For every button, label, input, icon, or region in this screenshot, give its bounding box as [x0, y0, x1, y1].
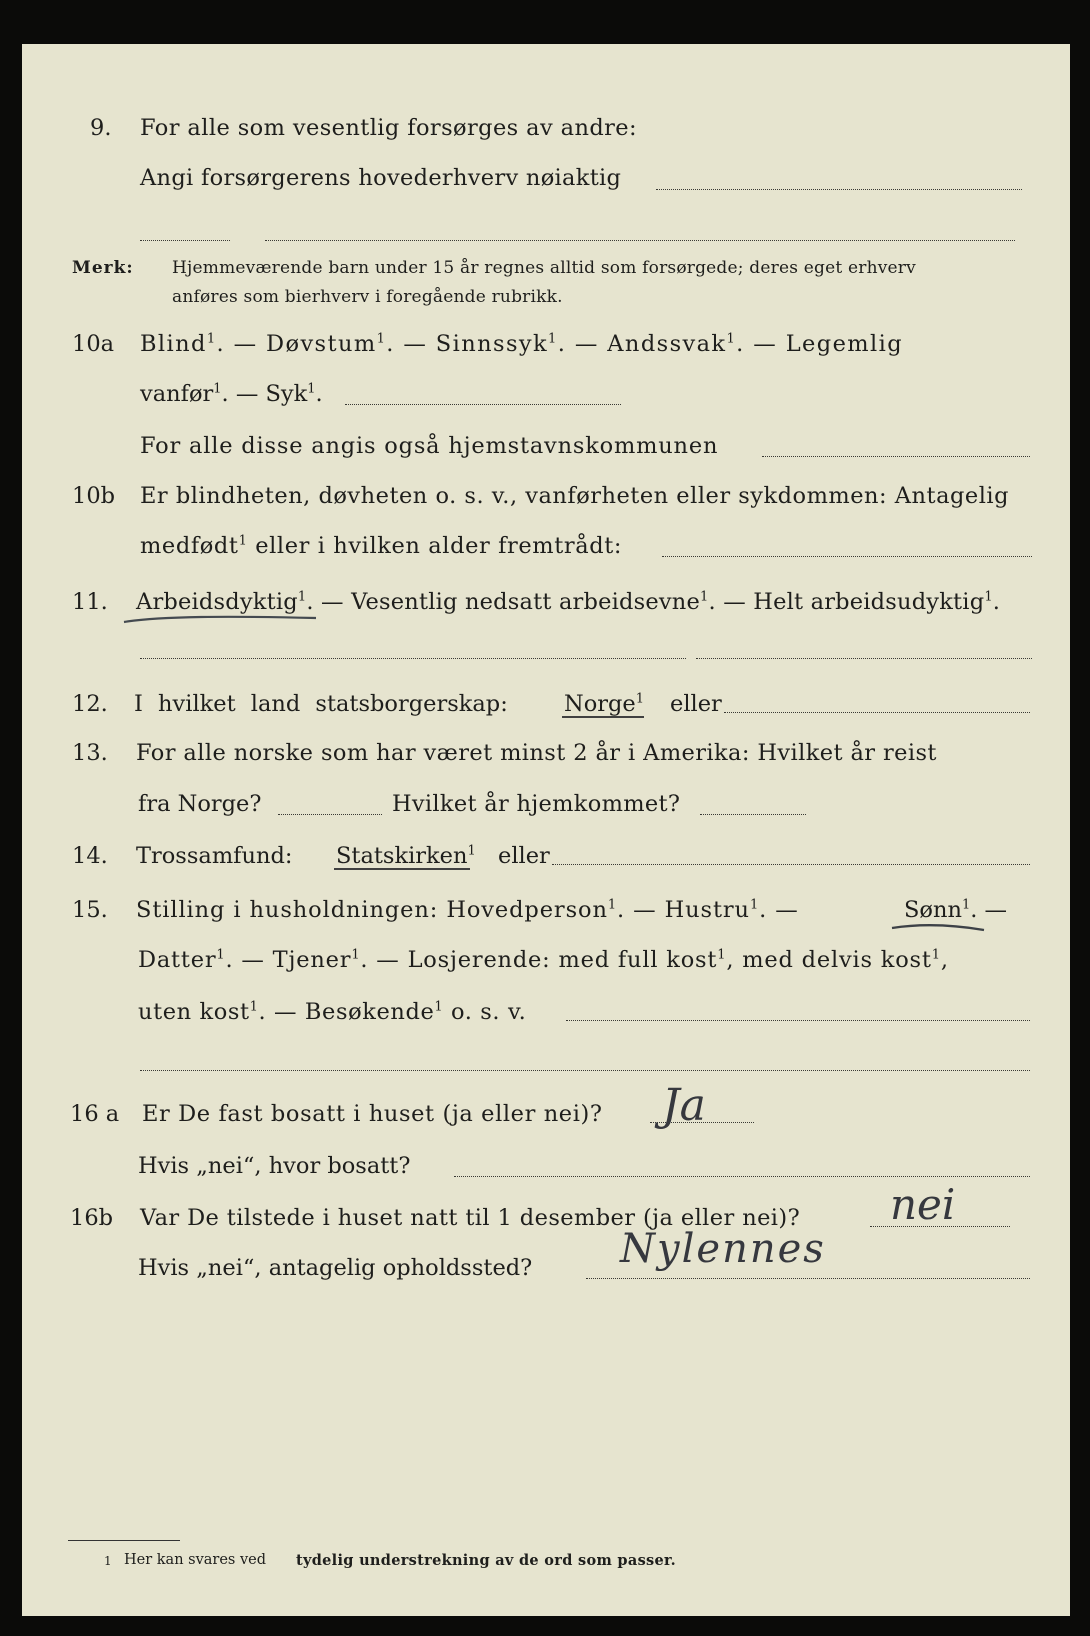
q15-line3	[0, 994, 1090, 1030]
q11-p0: Arbeidsdyktig	[136, 589, 298, 615]
q15-l2p4: . — Losjerende: med full kost	[360, 947, 718, 973]
q13-hjemkommet-field[interactable]	[700, 814, 806, 815]
q12-line	[0, 686, 1090, 722]
q15-p0: Stilling i husholdningen: Hovedperson	[136, 897, 608, 923]
q9-text: For alle som vesentlig forsørges av andre:	[140, 115, 637, 141]
q11-p6: .	[992, 589, 1001, 615]
q16b-handwritten-answer: nei	[890, 1180, 956, 1229]
q10a-line2-text	[140, 376, 323, 412]
q10b-line1	[0, 478, 1090, 514]
q11-s1: 1	[297, 589, 307, 605]
q11-number: 11.	[72, 589, 108, 615]
q12-text: I hvilket land statsborgerskap:	[134, 691, 508, 717]
q10b-l2s1: 1	[238, 533, 248, 549]
q15-l2s1: 1	[216, 947, 226, 963]
q10a-s5: 1	[548, 331, 558, 347]
q15-sonn-after: . —	[970, 897, 1008, 923]
q15-l2p0: Datter	[138, 947, 217, 973]
q9-line2	[0, 160, 1090, 196]
q10a-line1	[0, 326, 1090, 362]
q9-number: 9.	[90, 115, 112, 141]
q10a-p8: . — Legemlig	[736, 331, 904, 357]
q15-sonn-sup: 1	[961, 897, 971, 913]
q13-reist-field[interactable]	[278, 814, 382, 815]
q15-field[interactable]	[566, 1020, 1030, 1021]
q16a-text: Er De fast bosatt i huset (ja eller nei)?	[142, 1101, 603, 1127]
q16b-text: Var De tilstede i huset natt til 1 desember (ja eller nei)?	[140, 1205, 801, 1231]
footnote-text-b: tydelig understrekning av de ord som passer.	[296, 1552, 676, 1569]
q16b-handwritten-opholdssted: Nylennes	[620, 1226, 826, 1272]
q14-sup: 1	[467, 843, 476, 859]
q9-line1	[0, 110, 1090, 146]
q10a-hjemstavn-prompt: For alle disse angis også hjemstavnskommunen	[140, 433, 719, 459]
q16b-opholdssted-field[interactable]	[586, 1278, 1030, 1279]
q10b-l2p2: eller i hvilken alder fremtrådt:	[247, 533, 623, 559]
q10a-l2p0: vanfør	[140, 381, 214, 407]
q15-line1-text	[136, 892, 799, 928]
q16b-line2	[0, 1250, 1090, 1286]
q16b-number: 16b	[70, 1205, 114, 1231]
q10a-l2s3: 1	[307, 381, 316, 397]
q13-line2	[0, 786, 1090, 822]
q16a-bosatt-field[interactable]	[454, 1176, 1030, 1177]
q10a-l2p2: . — Syk	[221, 381, 308, 407]
q15-p2: . — Hustru	[617, 897, 750, 923]
q15-l3p4: o. s. v.	[443, 999, 527, 1025]
q16a-line1	[0, 1096, 1090, 1132]
q15-s3: 1	[749, 897, 760, 913]
q10b-number: 10b	[72, 483, 116, 509]
merk-text-1: Hjemmeværende barn under 15 år regnes alltid som forsørgede; deres eget erhverv	[172, 258, 916, 278]
q9-answer-field-2a[interactable]	[140, 240, 230, 241]
q13-text: For alle norske som har været minst 2 år i Amerika: Hvilket år reist	[136, 740, 937, 766]
q13-reist-prompt: fra Norge?	[138, 791, 262, 817]
q11-field-b[interactable]	[696, 658, 1032, 659]
q15-l3p0: uten kost	[138, 999, 250, 1025]
q14-field[interactable]	[552, 864, 1030, 865]
q15-l3p2: . — Besøkende	[258, 999, 435, 1025]
q15-p4: . —	[759, 897, 799, 923]
q12-number: 12.	[72, 691, 108, 717]
q16a-number: 16 a	[70, 1101, 120, 1127]
q10a-p6: . — Andssvak	[557, 331, 727, 357]
q11-field-a[interactable]	[140, 658, 686, 659]
q10a-p2: . — Døvstum	[216, 331, 377, 357]
q15-line2	[0, 942, 1090, 978]
q10a-options	[140, 326, 903, 362]
q10a-syk-field[interactable]	[345, 404, 621, 405]
q10a-s3: 1	[376, 331, 387, 347]
q13-hjemkommet-prompt: Hvilket år hjemkommet?	[392, 791, 681, 817]
q15-line2-text	[138, 942, 949, 978]
q12-eller: eller	[670, 691, 722, 717]
q9-answer-field-2b[interactable]	[265, 240, 1015, 241]
q12-norge-text: Norge	[564, 691, 636, 717]
q10b-text: Er blindheten, døvheten o. s. v., vanførheten eller sykdommen: Antagelig	[140, 483, 1009, 509]
q15-number: 15.	[72, 897, 108, 923]
q13-number: 13.	[72, 740, 108, 766]
q14-number: 14.	[72, 843, 108, 869]
q11-p2: . — Vesentlig nedsatt arbeidsevne	[306, 589, 701, 615]
q11-s3: 1	[700, 589, 709, 605]
q16b-opholdssted-prompt: Hvis „nei“, antagelig opholdssted?	[138, 1255, 533, 1281]
footnote-mark: 1	[104, 1554, 112, 1568]
q13-line1	[0, 735, 1090, 771]
q10b-field[interactable]	[662, 556, 1032, 557]
q15-s1: 1	[607, 897, 618, 913]
q10a-line2	[0, 376, 1090, 412]
footnote-rule	[68, 1540, 180, 1541]
q15-l2s5: 1	[717, 947, 727, 963]
q12-norge-sup: 1	[635, 691, 644, 707]
q10b-line2	[0, 528, 1090, 564]
q12-norge-underline	[562, 716, 644, 718]
q12-field[interactable]	[724, 712, 1030, 713]
q10a-l2s1: 1	[213, 381, 222, 397]
q15-l2s7: 1	[931, 947, 941, 963]
q10a-hjemstavn-field[interactable]	[762, 456, 1030, 457]
footnote-text-a: Her kan svares ved	[124, 1552, 267, 1568]
q11-p4: . — Helt arbeidsudyktig	[708, 589, 985, 615]
q16a-line2	[0, 1148, 1090, 1184]
q14-text: Trossamfund:	[136, 843, 293, 869]
q10a-line3	[0, 428, 1090, 464]
q15-l2s3: 1	[351, 947, 361, 963]
q15-l3s1: 1	[249, 999, 259, 1015]
q9-prompt: Angi forsørgerens hovederhverv nøiaktig	[140, 165, 622, 191]
q10a-p0: Blind	[140, 331, 207, 357]
q14-line	[0, 838, 1090, 874]
q15-sonn-text: Sønn	[904, 897, 962, 923]
q14-underline	[334, 868, 470, 870]
q15-l2p6: , med delvis kost	[726, 947, 932, 973]
q10a-s7: 1	[726, 331, 737, 347]
q15-sonn-underline-mark	[888, 918, 988, 938]
q10a-s1: 1	[206, 331, 217, 347]
q10b-l2p0: medfødt	[140, 533, 239, 559]
merk-text-2: anføres som bierhverv i foregående rubrikk.	[172, 287, 563, 307]
q14-eller: eller	[498, 843, 550, 869]
q16a-handwritten-answer: Ja	[662, 1080, 706, 1131]
q15-l2p2: . — Tjener	[225, 947, 352, 973]
q14-statskirken-text: Statskirken	[336, 843, 468, 869]
q9-answer-field[interactable]	[656, 189, 1022, 190]
q11-s5: 1	[984, 589, 993, 605]
q10b-line2-text	[140, 528, 622, 564]
q15-field-2[interactable]	[140, 1070, 1030, 1071]
q11-underline-mark	[120, 610, 320, 630]
q10a-p4: . — Sinnssyk	[386, 331, 549, 357]
q15-l2p8: ,	[940, 947, 949, 973]
q15-l3s3: 1	[434, 999, 444, 1015]
q10a-number: 10a	[72, 331, 115, 357]
merk-label: Merk:	[72, 258, 134, 278]
q16a-bosatt-prompt: Hvis „nei“, hvor bosatt?	[138, 1153, 411, 1179]
q10a-l2p4: .	[315, 381, 323, 407]
q15-line3-text	[138, 994, 526, 1030]
